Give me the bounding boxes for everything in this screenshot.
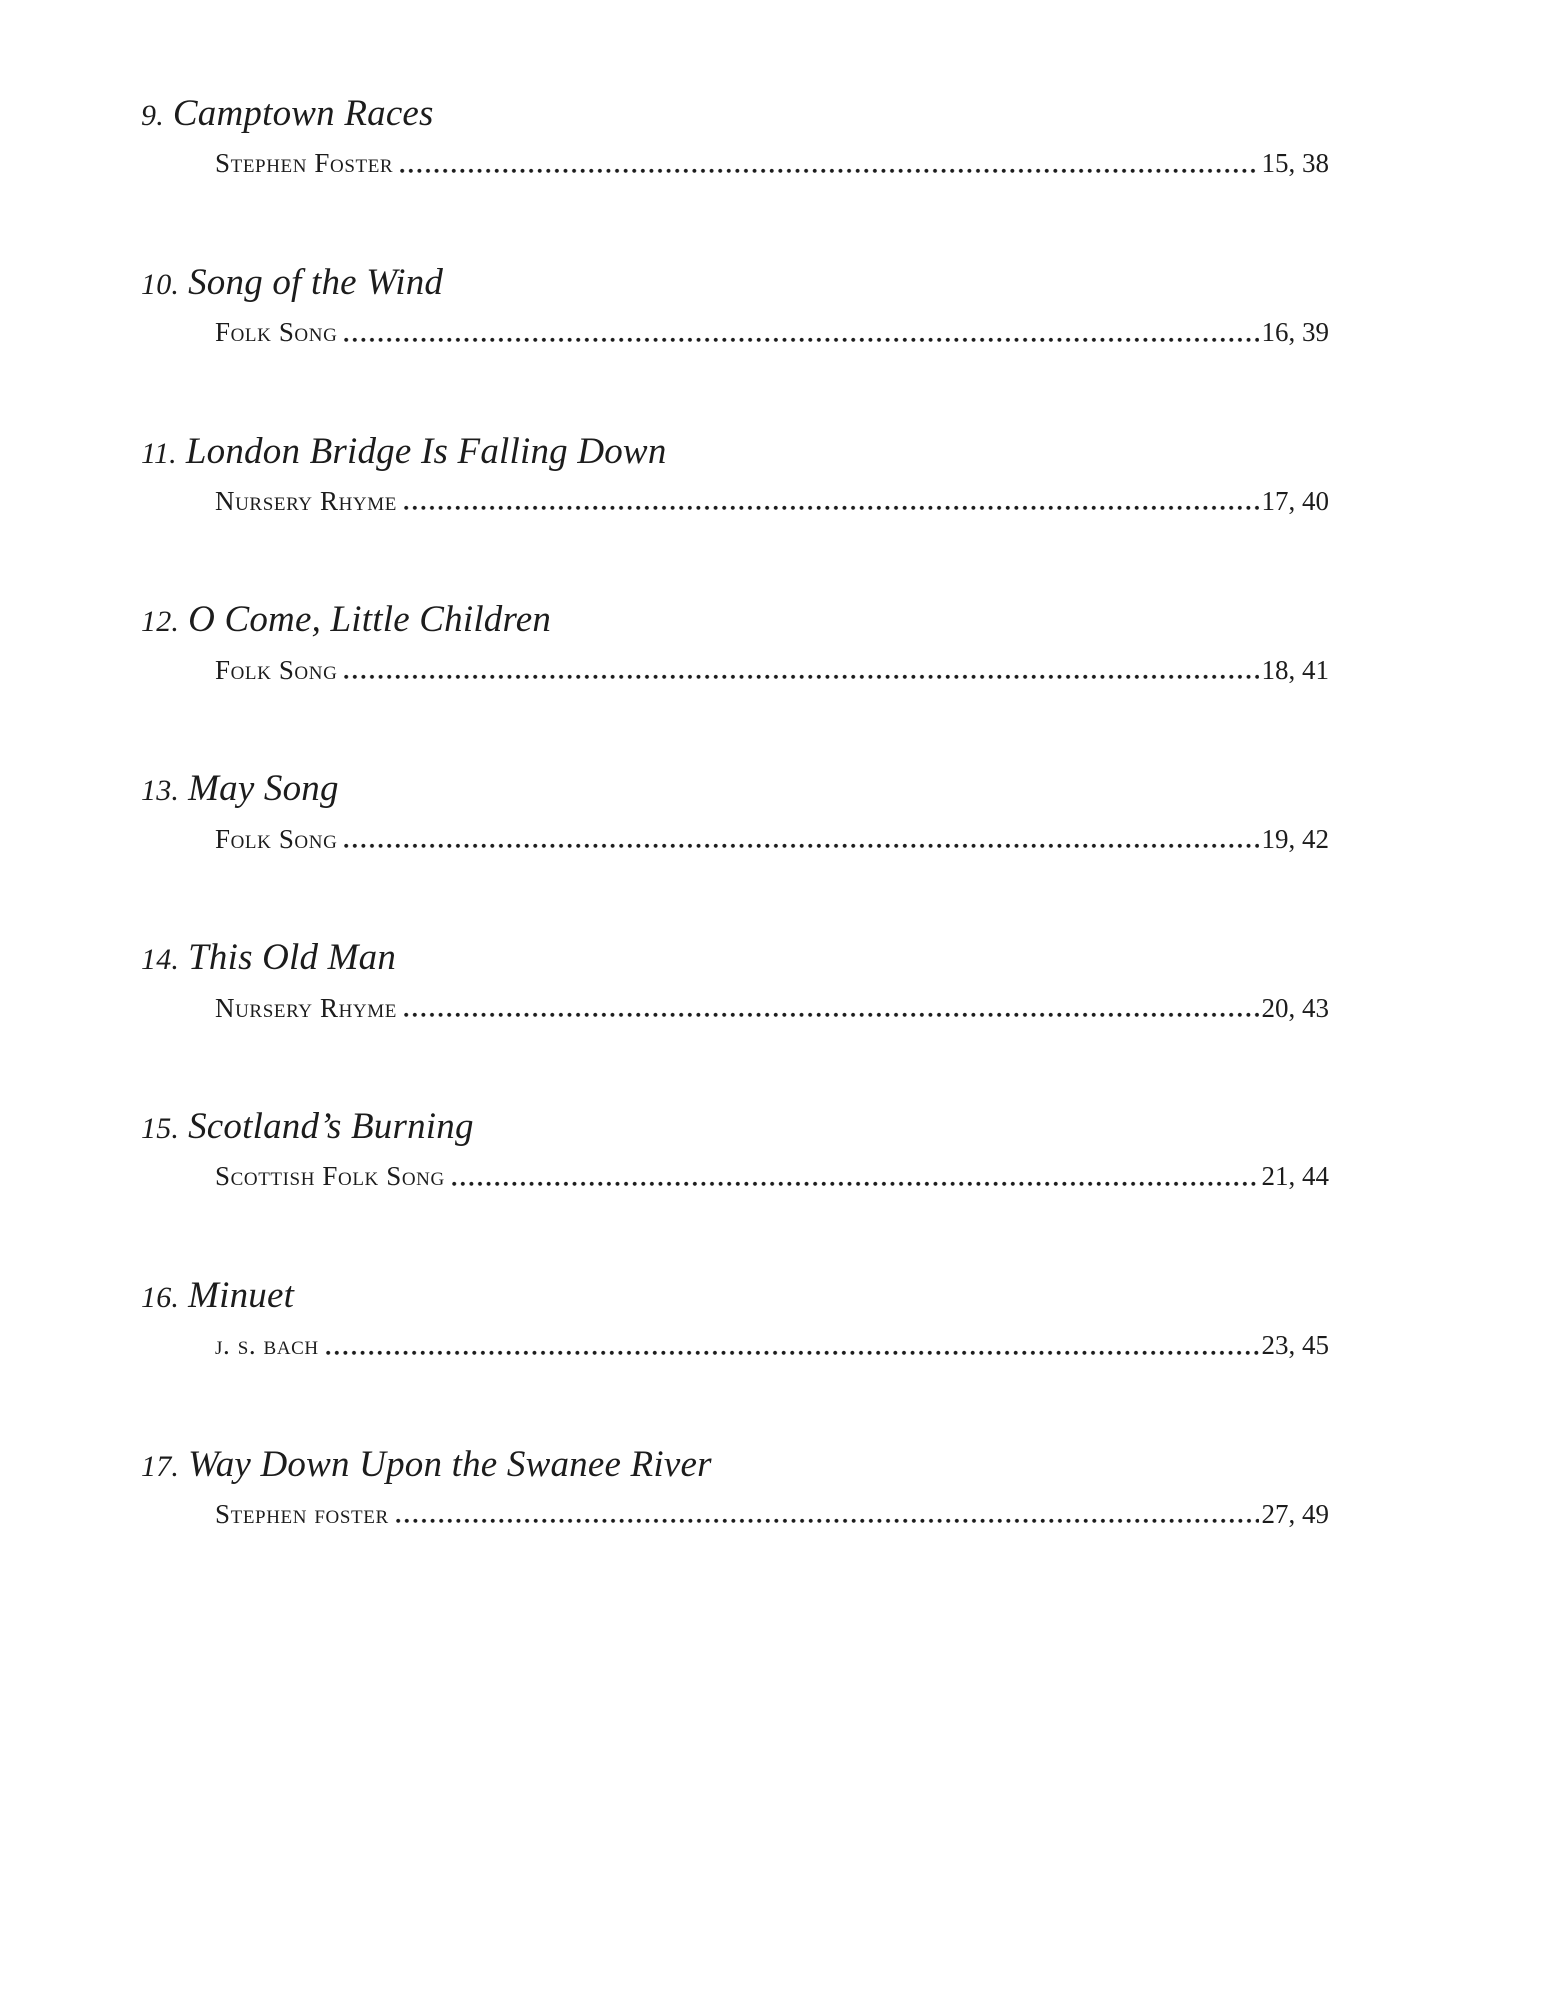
toc-entry <box>141 937 1329 1024</box>
entry-composer: Stephen Foster <box>215 148 394 179</box>
entry-title: O Come, Little Children <box>188 599 552 641</box>
entry-pages: 21, 44 <box>1261 1161 1329 1192</box>
entry-title-line <box>141 1106 1329 1147</box>
entry-title-line <box>141 431 1329 472</box>
entry-pages: 18, 41 <box>1261 654 1329 685</box>
entry-number: 13. <box>141 774 180 808</box>
entry-title: Way Down Upon the Swanee River <box>188 1443 712 1485</box>
entry-number: 15. <box>141 1111 180 1145</box>
dot-leader <box>344 674 1258 680</box>
entry-title-line <box>141 262 1329 303</box>
entry-title-line <box>141 937 1329 978</box>
entry-title: Scotland’s Burning <box>188 1105 474 1147</box>
entry-byline <box>215 1160 1329 1192</box>
entry-number: 14. <box>141 943 180 977</box>
entry-number: 9. <box>141 99 164 132</box>
entry-title: Minuet <box>188 1274 295 1316</box>
entry-composer: Folk Song <box>215 654 338 685</box>
entry-composer: j. s. bach <box>215 1330 319 1361</box>
entry-composer: Nursery Rhyme <box>215 486 397 517</box>
entry-composer: Nursery Rhyme <box>215 992 397 1023</box>
toc-entry <box>141 768 1329 855</box>
entry-byline <box>215 147 1329 179</box>
entry-pages: 16, 39 <box>1261 317 1329 348</box>
toc-entry <box>141 1444 1329 1531</box>
entry-pages: 19, 42 <box>1261 823 1329 854</box>
entry-pages: 15, 38 <box>1261 148 1329 179</box>
entry-pages: 20, 43 <box>1261 992 1329 1023</box>
entry-byline <box>215 654 1329 686</box>
entry-number: 11. <box>141 436 177 470</box>
dot-leader <box>344 843 1258 849</box>
entry-title-line <box>141 93 1329 134</box>
entry-title: London Bridge Is Falling Down <box>185 430 667 472</box>
entry-composer: Scottish Folk Song <box>215 1161 445 1192</box>
entry-number: 12. <box>141 605 180 639</box>
entry-title: Camptown Races <box>172 93 434 134</box>
dot-leader <box>404 505 1259 511</box>
entry-composer: Folk Song <box>215 317 338 348</box>
entry-composer: Folk Song <box>215 823 338 854</box>
entry-title: May Song <box>188 768 339 810</box>
dot-leader <box>344 337 1258 343</box>
entry-pages: 23, 45 <box>1261 1330 1329 1361</box>
entry-composer: Stephen foster <box>215 1499 389 1530</box>
entry-title-line <box>141 1275 1329 1316</box>
entry-title-line <box>141 599 1329 640</box>
entry-byline <box>215 485 1329 517</box>
dot-leader <box>400 168 1258 174</box>
toc-entry <box>141 1106 1329 1193</box>
entry-number: 17. <box>141 1449 180 1483</box>
toc-entry <box>141 599 1329 686</box>
entry-title: This Old Man <box>188 937 397 979</box>
entry-byline <box>215 992 1329 1024</box>
dot-leader <box>404 1012 1259 1018</box>
entry-title-line <box>141 768 1329 809</box>
entry-pages: 27, 49 <box>1261 1499 1329 1530</box>
toc-entry <box>141 1275 1329 1362</box>
dot-leader <box>326 1350 1259 1356</box>
dot-leader <box>396 1518 1259 1524</box>
dot-leader <box>452 1181 1259 1187</box>
toc-entry <box>141 431 1329 518</box>
entry-number: 16. <box>141 1280 180 1314</box>
entry-byline <box>215 1498 1329 1530</box>
entry-byline <box>215 316 1329 348</box>
toc-entry <box>141 93 1329 180</box>
entry-title: Song of the Wind <box>188 261 444 303</box>
toc-entry <box>141 262 1329 349</box>
entry-pages: 17, 40 <box>1261 486 1329 517</box>
entry-number: 10. <box>141 267 180 301</box>
entry-title-line <box>141 1444 1329 1485</box>
entry-byline <box>215 1329 1329 1361</box>
entry-byline <box>215 823 1329 855</box>
